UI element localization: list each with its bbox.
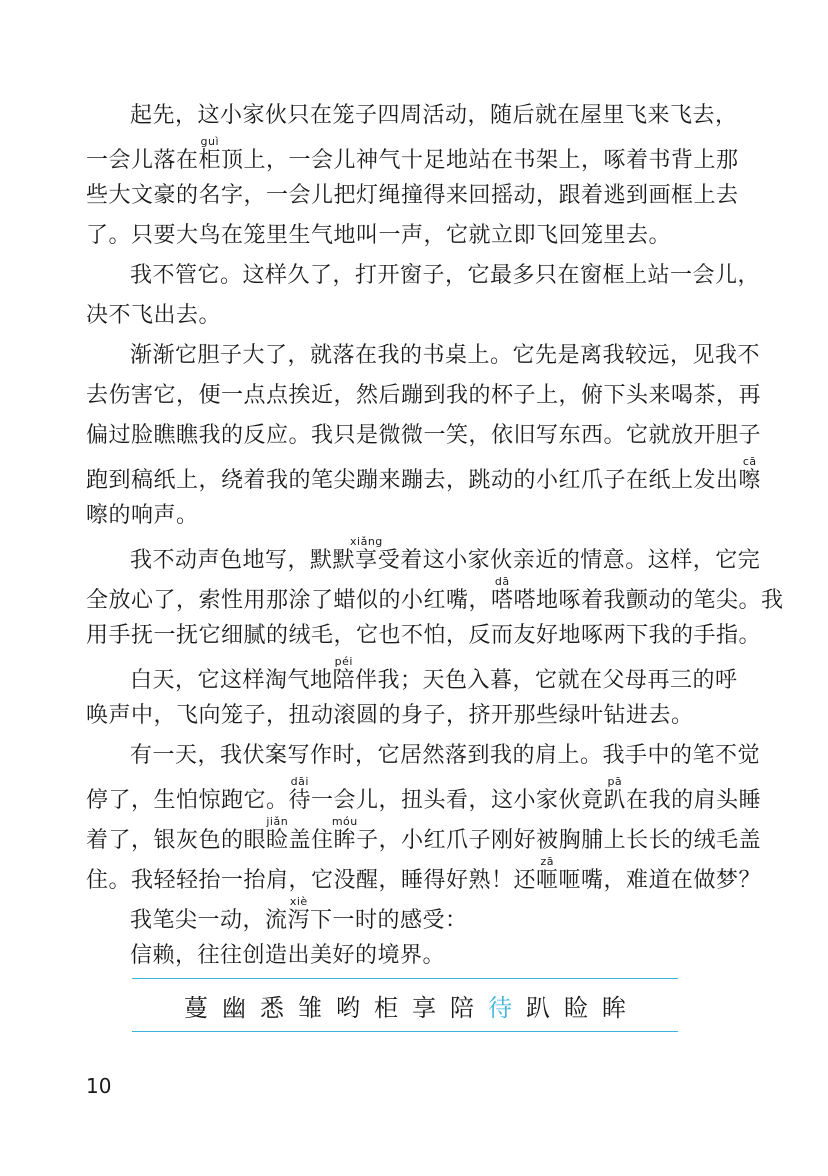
paragraph — [86, 256, 761, 336]
text-segment: 一会儿，扭头看，这小家伙竟 — [311, 788, 604, 813]
text-line — [86, 455, 762, 496]
paragraph — [86, 96, 739, 256]
vocab-char: 蔓 — [184, 993, 208, 1022]
annotated-char-text: 待 — [288, 788, 312, 813]
pinyin-annotation: péi — [332, 655, 356, 668]
text-segment: 一会儿落在 — [86, 148, 199, 173]
text-segment: 停了，生怕惊跑它。 — [86, 788, 289, 813]
text-line — [86, 855, 762, 896]
text-line — [86, 575, 784, 616]
text-segment: 有一天，我伏案写作时，它居然落到我的肩上。我手中的笔不觉 — [130, 743, 761, 768]
text-segment: 了。只要大鸟在笼里生气地叫一声，它就立即飞回笼里去。 — [86, 223, 672, 248]
vocab-char: 享 — [412, 993, 436, 1022]
annotated-char — [536, 855, 559, 893]
paragraph — [86, 736, 762, 896]
annotated-char-text: 咂 — [536, 868, 559, 893]
text-line — [86, 535, 761, 576]
page-number: 10 — [86, 1074, 112, 1098]
vocab-char: 哟 — [336, 993, 360, 1022]
vocab-char: 眸 — [602, 993, 626, 1022]
vocab-box — [132, 985, 678, 1025]
text-segment: 受着这小家伙亲近的情意。这样，它完 — [377, 548, 761, 573]
pinyin-annotation: pā — [603, 775, 627, 788]
text-segment: 起先，这小家伙只在笼子四周活动，随后就在屋里飞来飞去， — [130, 103, 738, 128]
annotated-char — [198, 135, 222, 173]
text-segment: 偏过脸瞧瞧我的反应。我只是微微一笑，依旧写东西。它就放开胆子 — [86, 423, 762, 448]
text-segment: 用手抚一抚它细腻的绒毛，它也不怕，反而友好地啄两下我的手指。 — [86, 623, 762, 648]
pinyin-annotation: dā — [491, 575, 514, 588]
text-segment: 决不飞出去。 — [86, 303, 222, 328]
text-segment: 着了，银灰色的眼 — [86, 828, 267, 853]
text-segment: 住。我轻轻抬一抬肩，它没醒，睡得好熟！还 — [86, 868, 537, 893]
text-segment: 我笔尖一动，流 — [130, 908, 288, 933]
pinyin-annotation: guì — [198, 135, 222, 148]
text-segment: 我不管它。这样久了，打开窗子，它最多只在窗框上站一会儿， — [130, 263, 761, 288]
pinyin-annotation: cā — [738, 455, 762, 468]
annotated-char — [331, 815, 358, 853]
annotated-char-text: 睑 — [266, 828, 289, 853]
text-segment: 去伤害它，便一点点挨近，然后蹦到我的杯子上，俯下头来喝茶，再 — [86, 383, 762, 408]
annotated-char — [491, 575, 514, 613]
vocab-char: 幽 — [222, 993, 246, 1022]
vocab-char: 待 — [488, 993, 512, 1022]
annotated-char — [738, 455, 762, 493]
annotated-char — [350, 535, 383, 573]
annotated-char-text: 嗒 — [491, 588, 514, 613]
vocab-char: 悉 — [260, 993, 284, 1022]
paragraph — [86, 655, 738, 736]
text-line — [86, 815, 762, 856]
pinyin-annotation: zā — [536, 855, 559, 868]
text-line — [86, 256, 761, 296]
text-segment: 在我的肩头睡 — [626, 788, 762, 813]
text-segment: 嗒地啄着我颤动的笔尖。我 — [513, 588, 784, 613]
paragraph — [86, 535, 784, 656]
text-segment: 咂嘴，难道在做梦？ — [558, 868, 762, 893]
text-segment: 白天，它这样淘气地 — [130, 668, 333, 693]
text-line — [86, 135, 739, 176]
text-segment: 嚓的响声。 — [86, 503, 199, 528]
vocab-char: 陪 — [450, 993, 474, 1022]
text-line — [86, 496, 726, 536]
annotated-char — [266, 815, 289, 853]
annotated-char — [287, 895, 311, 933]
text-line — [86, 616, 762, 656]
annotated-char-text: 嚓 — [738, 468, 762, 493]
text-segment: 唤声中，飞向笼子，扭动滚圆的身子，挤开那些绿叶钻进去。 — [86, 703, 694, 728]
annotated-char-text: 眸 — [331, 828, 358, 853]
vocab-char: 趴 — [526, 993, 550, 1022]
annotated-char-text: 泻 — [287, 908, 311, 933]
text-line — [86, 936, 726, 976]
text-line — [86, 296, 726, 336]
text-segment: 下一时的感受： — [310, 908, 468, 933]
text-line — [86, 216, 726, 256]
text-line — [86, 336, 761, 376]
text-segment: 我不动声色地写，默默 — [130, 548, 356, 573]
pinyin-annotation: jiǎn — [266, 815, 289, 828]
text-line — [86, 736, 761, 776]
pinyin-annotation: xiè — [287, 895, 311, 908]
text-segment: 伴我；天色入暮，它就在父母再三的呼 — [355, 668, 738, 693]
vocab-char: 柜 — [374, 993, 398, 1022]
annotated-char — [288, 775, 312, 813]
text-line — [86, 176, 739, 216]
pinyin-annotation: dāi — [288, 775, 312, 788]
pinyin-annotation: móu — [331, 815, 358, 828]
vocab-char: 雏 — [298, 993, 322, 1022]
paragraph — [86, 336, 762, 536]
annotated-char-text: 趴 — [603, 788, 627, 813]
annotated-char-text: 享 — [350, 548, 383, 573]
text-line — [86, 655, 738, 696]
text-segment: 全放心了，索性用那涂了蜡似的小红嘴， — [86, 588, 492, 613]
pinyin-annotation: xiǎng — [350, 535, 383, 548]
annotated-char-text: 陪 — [332, 668, 356, 693]
text-segment: 信赖，往往创造出美好的境界。 — [130, 943, 446, 968]
paragraph — [86, 896, 726, 936]
text-segment: 盖住 — [288, 828, 334, 853]
text-segment: 些大文豪的名字，一会儿把灯绳撞得来回摇动，跟着逃到画框上去 — [86, 183, 739, 208]
text-line — [86, 896, 726, 936]
text-line — [86, 775, 762, 816]
text-segment: 跑到稿纸上，绕着我的笔尖蹦来蹦去，跳动的小红爪子在纸上发出 — [86, 468, 739, 493]
text-line — [86, 696, 726, 736]
text-segment: 渐渐它胆子大了，就落在我的书桌上。它先是离我较远，见我不 — [130, 343, 761, 368]
text-line — [86, 376, 762, 416]
text-segment: 顶上，一会儿神气十足地站在书架上，啄着书背上那 — [221, 148, 739, 173]
passage-text — [86, 96, 784, 976]
vocab-top-rule — [132, 978, 678, 979]
paragraph — [86, 936, 726, 976]
vocab-bottom-rule — [132, 1031, 678, 1032]
annotated-char-text: 柜 — [198, 148, 222, 173]
text-line — [86, 96, 738, 136]
text-line — [86, 416, 762, 456]
text-segment: 子，小红爪子刚好被胸脯上长长的绒毛盖 — [356, 828, 762, 853]
annotated-char — [332, 655, 356, 693]
vocab-char: 睑 — [564, 993, 588, 1022]
annotated-char — [603, 775, 627, 813]
